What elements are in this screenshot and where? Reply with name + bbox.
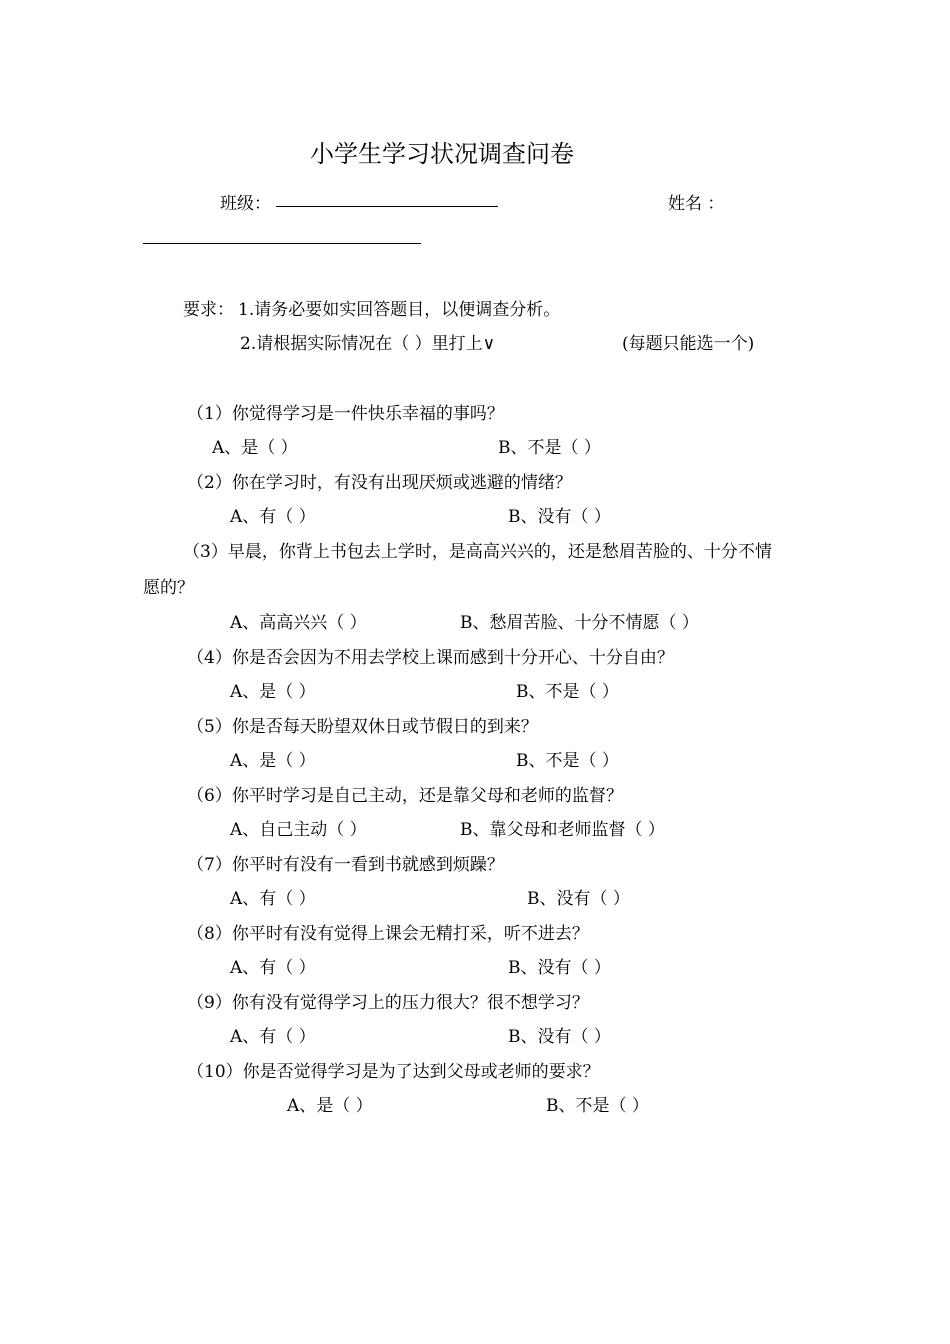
question-9: （9）你有没有觉得学习上的压力很大？很不想学习？ — [187, 993, 589, 1013]
q5-option-b[interactable]: B、不是（ ） — [516, 751, 619, 771]
q1-option-b[interactable]: B、不是（ ） — [498, 438, 601, 458]
question-5: （5）你是否每天盼望双休日或节假日的到来？ — [187, 717, 538, 737]
q9-option-b[interactable]: B、没有（ ） — [508, 1027, 611, 1047]
q4-option-b[interactable]: B、不是（ ） — [516, 682, 619, 702]
question-2: （2）你在学习时，有没有出现厌烦或逃避的情绪？ — [187, 473, 572, 493]
question-10: （10）你是否觉得学习是为了达到父母或老师的要求？ — [187, 1062, 600, 1082]
q7-option-a[interactable]: A、有（ ） — [230, 889, 316, 909]
requirement-note: (每题只能选一个) — [622, 334, 755, 354]
q2-option-a[interactable]: A、有（ ） — [230, 507, 316, 527]
q8-option-a[interactable]: A、有（ ） — [230, 958, 316, 978]
question-7: （7）你平时有没有一看到书就感到烦躁？ — [187, 855, 504, 875]
q10-option-b[interactable]: B、不是（ ） — [546, 1096, 649, 1116]
page-title: 小学生学习状况调查问卷 — [310, 140, 574, 168]
question-1: （1）你觉得学习是一件快乐幸福的事吗？ — [187, 404, 504, 424]
q1-option-a[interactable]: A、是（ ） — [212, 438, 298, 458]
requirement-2: 2.请根据实际情况在（ ）里打上∨ — [240, 334, 496, 354]
question-6: （6）你平时学习是自己主动，还是靠父母和老师的监督？ — [187, 786, 623, 806]
q5-option-a[interactable]: A、是（ ） — [230, 751, 316, 771]
name-label: 姓名 ： — [668, 194, 725, 214]
question-3-line2: 愿的？ — [143, 578, 194, 598]
q6-option-a[interactable]: A、自己主动（ ） — [230, 820, 367, 840]
q3-option-b[interactable]: B、愁眉苦脸、十分不情愿（ ） — [460, 613, 699, 633]
q6-option-b[interactable]: B、靠父母和老师监督（ ） — [460, 820, 665, 840]
class-label: 班级： — [220, 194, 271, 214]
q4-option-a[interactable]: A、是（ ） — [230, 682, 316, 702]
q9-option-a[interactable]: A、有（ ） — [230, 1027, 316, 1047]
question-8: （8）你平时有没有觉得上课会无精打采，听不进去？ — [187, 924, 589, 944]
question-3-line1: （3）早晨，你背上书包去上学时，是高高兴兴的，还是愁眉苦脸的、十分不情 — [183, 542, 772, 562]
requirement-1: 1.请务必要如实回答题目，以便调查分析。 — [238, 300, 561, 320]
q10-option-a[interactable]: A、是（ ） — [287, 1096, 373, 1116]
q8-option-b[interactable]: B、没有（ ） — [508, 958, 611, 978]
q3-option-a[interactable]: A、高高兴兴（ ） — [230, 613, 367, 633]
q2-option-b[interactable]: B、没有（ ） — [508, 507, 611, 527]
class-field-line[interactable] — [276, 206, 498, 207]
name-field-line[interactable] — [143, 243, 421, 244]
q7-option-b[interactable]: B、没有（ ） — [527, 889, 630, 909]
question-4: （4）你是否会因为不用去学校上课而感到十分开心、十分自由？ — [187, 648, 674, 668]
requirements-label: 要求： — [183, 300, 234, 320]
